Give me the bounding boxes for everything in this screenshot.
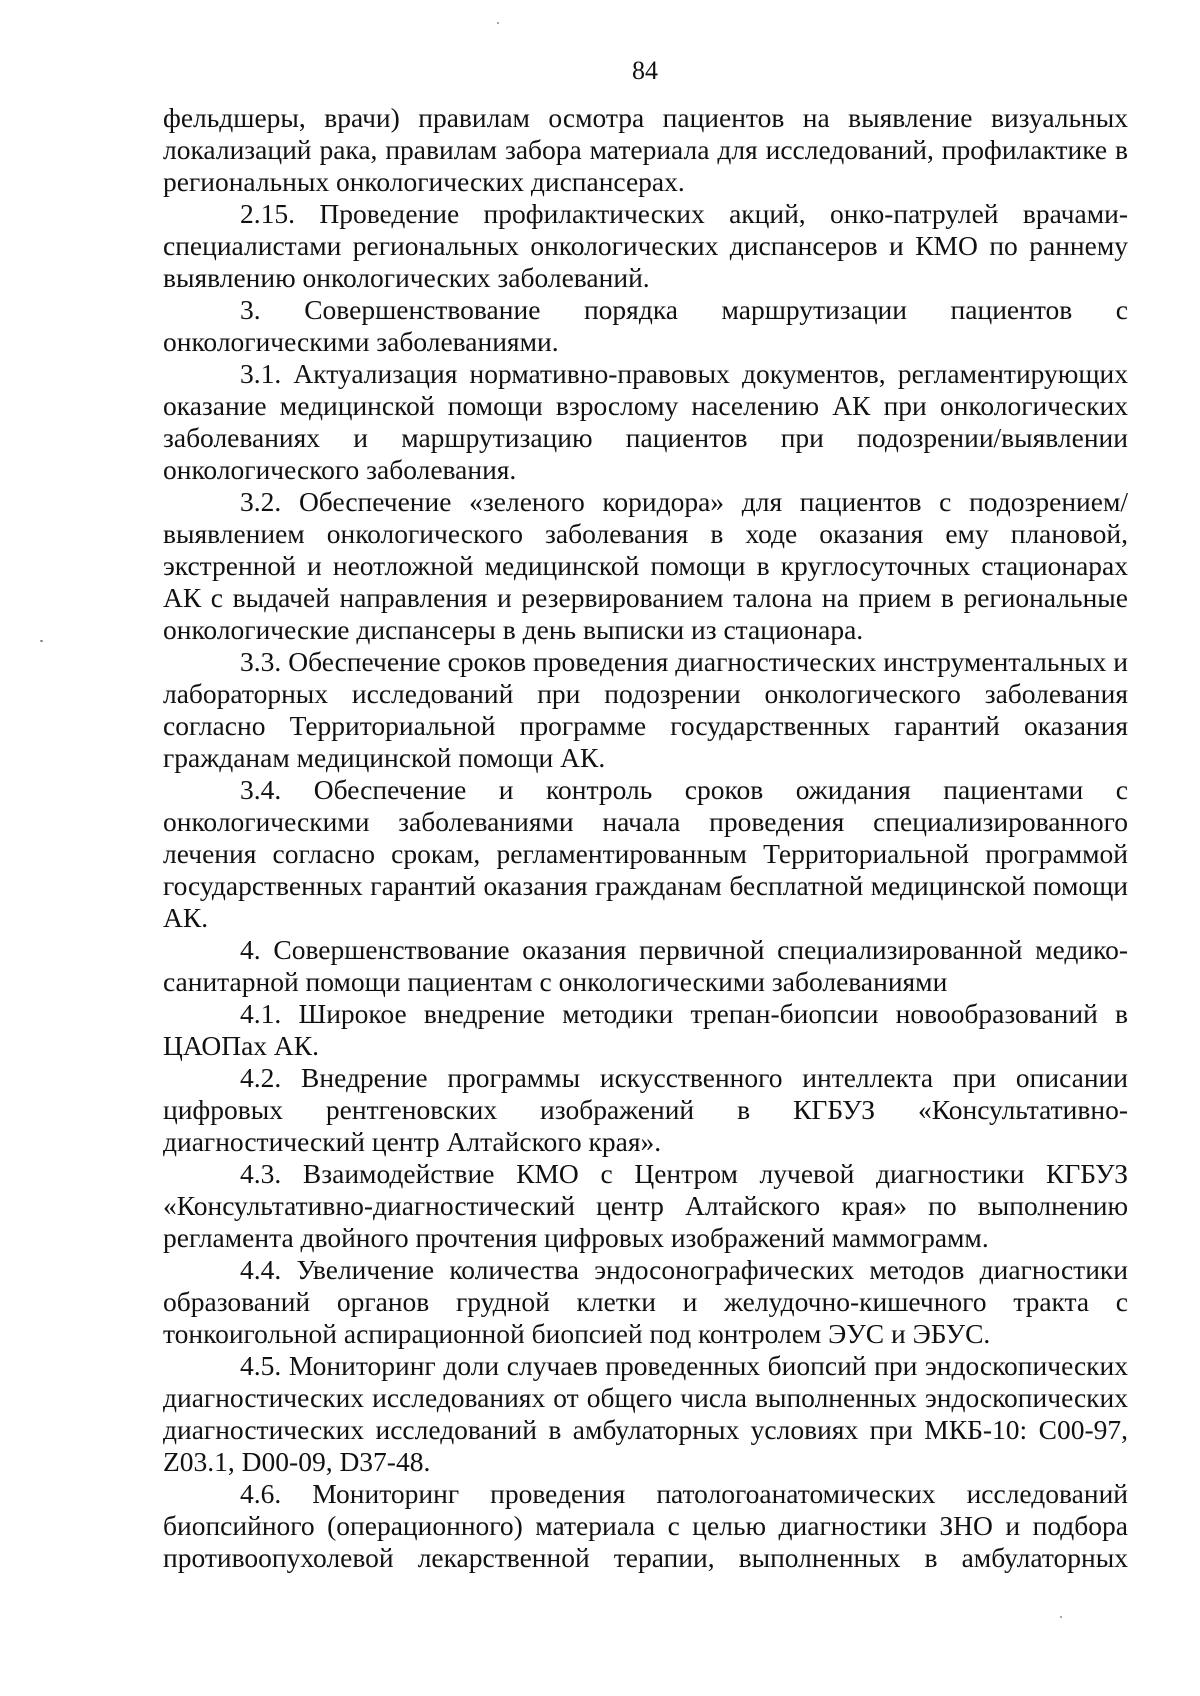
paragraph-3-1: 3.1. Актуализация нормативно-правовых документов, регламентирующих оказание медицинской помощи взрослому населению АК при онкологических заболеваниях и маршрутизацию пациентов при подозрении/выявлении онкологического заболевания. bbox=[163, 358, 1128, 485]
paragraph-4: 4. Совершенствование оказания первичной специализированной медико-санитарной помощи пациентам с онкологическими заболеваниями bbox=[163, 934, 1128, 997]
paragraph-3-2: 3.2. Обеспечение «зеленого коридора» для пациентов с подозрением/выявлением онкологического заболевания в ходе оказания ему плановой, экстренной и неотложной медицинской помощи в круглосуточных стационарах АК с выдачей направления и резервированием талона на прием в региональные онкологические диспансеры в день выписки из стационара. bbox=[163, 486, 1128, 645]
paragraph-3-3: 3.3. Обеспечение сроков проведения диагностических инструментальных и лабораторных исследований при подозрении онкологического заболевания согласно Территориальной программе государственных гарантий оказания гражданам медицинской помощи АК. bbox=[163, 646, 1128, 773]
paragraph-3: 3. Совершенствование порядка маршрутизации пациентов с онкологическими заболеваниями. bbox=[163, 294, 1128, 357]
paragraph-4-3: 4.3. Взаимодействие КМО с Центром лучевой диагностики КГБУЗ «Консультативно-диагностический центр Алтайского края» по выполнению регламента двойного прочтения цифровых изображений маммограмм. bbox=[163, 1158, 1128, 1253]
scan-speck bbox=[497, 22, 499, 24]
scan-speck bbox=[1060, 1616, 1062, 1618]
paragraph-4-5: 4.5. Мониторинг доли случаев проведенных биопсий при эндоскопических диагностических исследованиях от общего числа выполненных эндоскопических диагностических исследований в амбулаторных условиях при МКБ-10: C00-97, Z03.1, D00-09, D37-48. bbox=[163, 1350, 1128, 1477]
paragraph-4-4: 4.4. Увеличение количества эндосонографических методов диагностики образований органов грудной клетки и желудочно-кишечного тракта с тонкоигольной аспирационной биопсией под контролем ЭУС и ЭБУС. bbox=[163, 1254, 1128, 1349]
scan-speck bbox=[40, 640, 43, 642]
paragraph-4-2: 4.2. Внедрение программы искусственного интеллекта при описании цифровых рентгеновских изображений в КГБУЗ «Консультативно-диагностический центр Алтайского края». bbox=[163, 1062, 1128, 1157]
paragraph-continuation: фельдшеры, врачи) правилам осмотра пациентов на выявление визуальных локализаций рака, правилам забора материала для исследований, профилактике в региональных онкологических диспансерах. bbox=[163, 102, 1128, 197]
page-number: 84 bbox=[632, 56, 658, 85]
paragraph-4-1: 4.1. Широкое внедрение методики трепан-биопсии новообразований в ЦАОПах АК. bbox=[163, 998, 1128, 1061]
paragraph-4-6: 4.6. Мониторинг проведения патологоанатомических исследований биопсийного (операционного) материала с целью диагностики ЗНО и подбора противоопухолевой лекарственной терапии, выполненных в амбулаторных bbox=[163, 1478, 1128, 1573]
paragraph-2-15: 2.15. Проведение профилактических акций, онко-патрулей врачами-специалистами региональных онкологических диспансеров и КМО по раннему выявлению онкологических заболеваний. bbox=[163, 198, 1128, 293]
paragraph-3-4: 3.4. Обеспечение и контроль сроков ожидания пациентами с онкологическими заболеваниями начала проведения специализированного лечения согласно срокам, регламентированным Территориальной программой государственных гарантий оказания гражданам бесплатной медицинской помощи АК. bbox=[163, 774, 1128, 933]
document-body bbox=[163, 102, 1128, 1574]
